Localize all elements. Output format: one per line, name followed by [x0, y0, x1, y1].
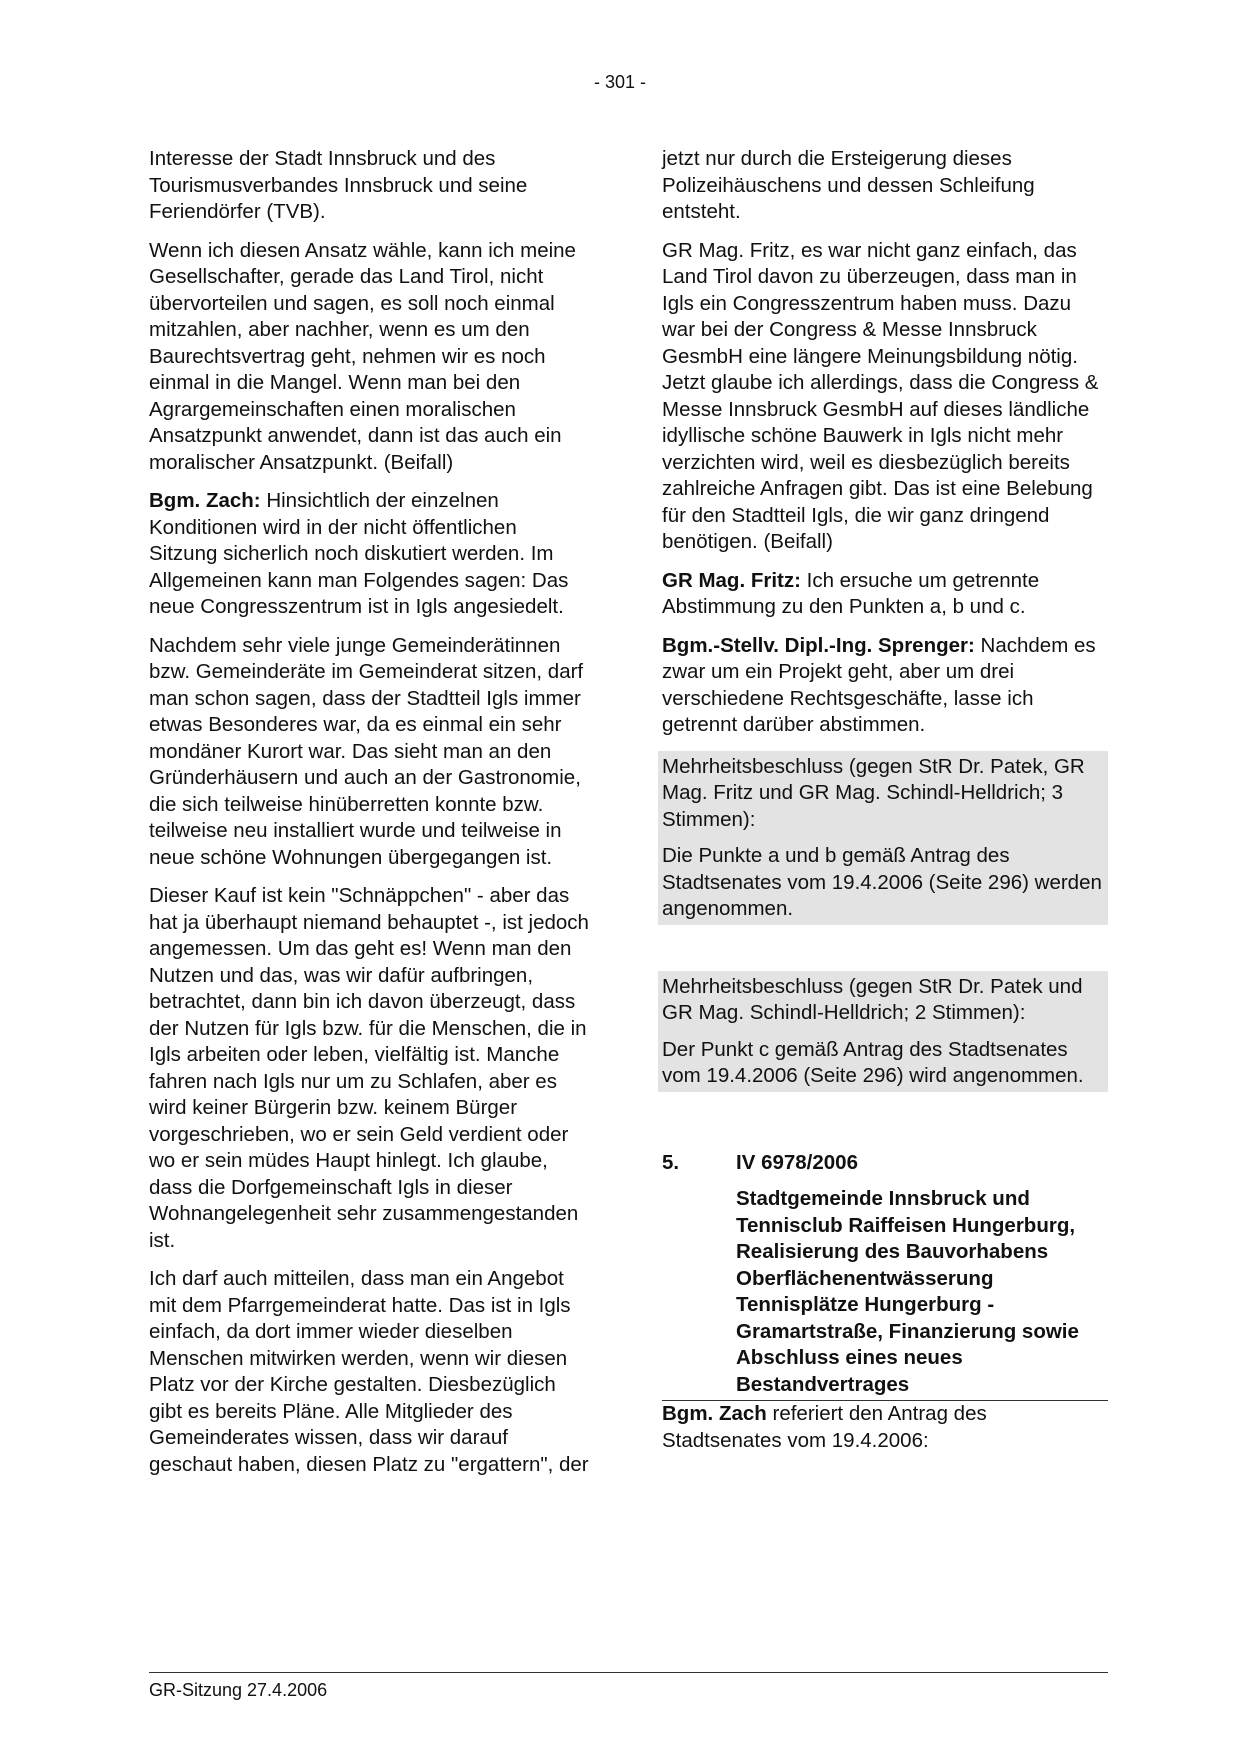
right-column [662, 146, 1108, 1466]
resolution-text: Die Punkte a und b gemäß Antrag des Stadtsenates vom 19.4.2006 (Seite 296) werden angenommen. [662, 844, 1102, 920]
agenda-item-header [662, 1150, 1108, 1177]
paragraph: Ich darf auch mitteilen, dass man ein Angebot mit dem Pfarrgemeinderat hatte. Das ist in Igls einfach, da dort immer wieder dieselben Menschen mitwirken werden, wenn wir diesen Platz vor der Kirche gestalten. Diesbezüglich gibt es bereits Pläne. Alle Mitglieder des Gemeinderates wissen, dass wir darauf geschaut haben, diesen Platz zu "ergattern", der [149, 1267, 589, 1476]
footer-session-date: GR-Sitzung 27.4.2006 [149, 1680, 328, 1700]
paragraph [662, 633, 1108, 739]
agenda-item-reference: IV 6978/2006 [736, 1150, 858, 1174]
speaker-name: GR Mag. Fritz: [662, 568, 801, 592]
agenda-item-number: 5. [662, 1150, 680, 1174]
left-column [149, 146, 589, 1490]
page-number: - 301 - [593, 72, 647, 92]
footer-divider [149, 1672, 1108, 1673]
resolution-vote: Mehrheitsbeschluss (gegen StR Dr. Patek und GR Mag. Schindl-Helldrich; 2 Stimmen): [662, 974, 1083, 1024]
paragraph [662, 568, 1108, 621]
speech-text: Nachdem es zwar um ein Projekt geht, aber um drei verschiedene Rechtsgeschäfte, lasse ich getrennt darüber abstimmen. [662, 633, 1096, 736]
speech-text: Hinsichtlich der einzelnen Konditionen wird in der nicht öffentlichen Sitzung sicherlich noch diskutiert werden. Im Allgemeinen kann man Folgendes sagen: Das neue Congresszentrum ist in Igls angesiedelt. [149, 489, 569, 618]
resolution-box [658, 751, 1108, 925]
agenda-item-title: Stadtgemeinde Innsbruck und Tennisclub Raiffeisen Hungerburg, Realisierung des Bauvorhabens Oberflächenentwässerung Tennisplätze Hungerburg - Gramartstraße, Finanzierung sowie Abschluss eines neues Bestandvertrages [662, 1186, 1108, 1401]
speech-text: Ich ersuche um getrennte Abstimmung zu den Punkten a, b und c. [662, 568, 1040, 618]
speaker-name: Bgm. Zach: [149, 489, 261, 512]
paragraph [662, 1401, 1108, 1454]
paragraph: Nachdem sehr viele junge Gemeinderätinnen bzw. Gemeinderäte im Gemeinderat sitzen, darf man schon sagen, dass der Stadtteil Igls immer etwas Besonderes war, da es einmal ein sehr mondäner Kurort war. Das sieht man an den Gründerhäusern und auch an der Gastronomie, die sich teilweise hinüberretten konnte bzw. teilweise neu installiert wurde und teilweise in neue schöne Wohnungen übergegangen ist. [149, 633, 584, 869]
speech-text: referiert den Antrag des Stadtsenates vom 19.4.2006: [662, 1402, 987, 1452]
resolution-vote: Mehrheitsbeschluss (gegen StR Dr. Patek, GR Mag. Fritz und GR Mag. Schindl-Helldrich; 3 Stimmen): [662, 754, 1085, 831]
resolution-text: Der Punkt c gemäß Antrag des Stadtsenates vom 19.4.2006 (Seite 296) wird angenommen. [662, 1037, 1084, 1087]
paragraph: Dieser Kauf ist kein "Schnäppchen" - aber das hat ja überhaupt niemand behauptet -, ist jedoch angemessen. Um das geht es! Wenn man den Nutzen und das, was wir dafür aufbringen, betrachtet, dann bin ich davon überzeugt, dass der Nutzen für Igls bzw. für die Menschen, die in Igls arbeiten oder leben, vielfältig ist. Manche fahren nach Igls nur um zu Schlafen, aber es wird keiner Bürgerin bzw. keinem Bürger vorgeschrieben, wo er sein Geld verdient oder wo er sein müdes Haupt hinlegt. Ich glaube, dass die Dorfgemeinschaft Igls in dieser Wohnangelegenheit sehr zusammengestanden ist. [149, 884, 589, 1252]
paragraph [149, 488, 589, 621]
speaker-name: Bgm. Zach [662, 1402, 767, 1425]
speaker-name: Bgm.-Stellv. Dipl.-Ing. Sprenger: [662, 633, 975, 657]
paragraph: Interesse der Stadt Innsbruck und des Tourismusverbandes Innsbruck und seine Feriendörfer (TVB). [149, 147, 528, 223]
paragraph: Wenn ich diesen Ansatz wähle, kann ich meine Gesellschafter, gerade das Land Tirol, nicht übervorteilen und sagen, es soll noch einmal mitzahlen, aber nachher, wenn es um den Baurechtsvertrag geht, nehmen wir es noch einmal in die Mangel. Wenn man bei den Agrargemeinschaften einen moralischen Ansatzpunkt anwendet, dann ist das auch ein moralischer Ansatzpunkt. (Beifall) [149, 238, 576, 474]
paragraph: jetzt nur durch die Ersteigerung dieses Polizeihäuschens und dessen Schleifung entsteht. [662, 147, 1035, 223]
resolution-box [658, 971, 1108, 1092]
paragraph: GR Mag. Fritz, es war nicht ganz einfach, das Land Tirol davon zu überzeugen, dass man in Igls ein Congresszentrum haben muss. Dazu war bei der Congress & Messe Innsbruck GesmbH eine längere Meinungsbildung nötig. Jetzt glaube ich allerdings, dass die Congress & Messe Innsbruck GesmbH auf dieses ländliche idyllische schöne Bauwerk in Igls nicht mehr verzichten wird, weil es diesbezüglich bereits zahlreiche Anfragen gibt. Das ist eine Belebung für den Stadtteil Igls, die wir ganz dringend benötigen. (Beifall) [662, 238, 1099, 553]
